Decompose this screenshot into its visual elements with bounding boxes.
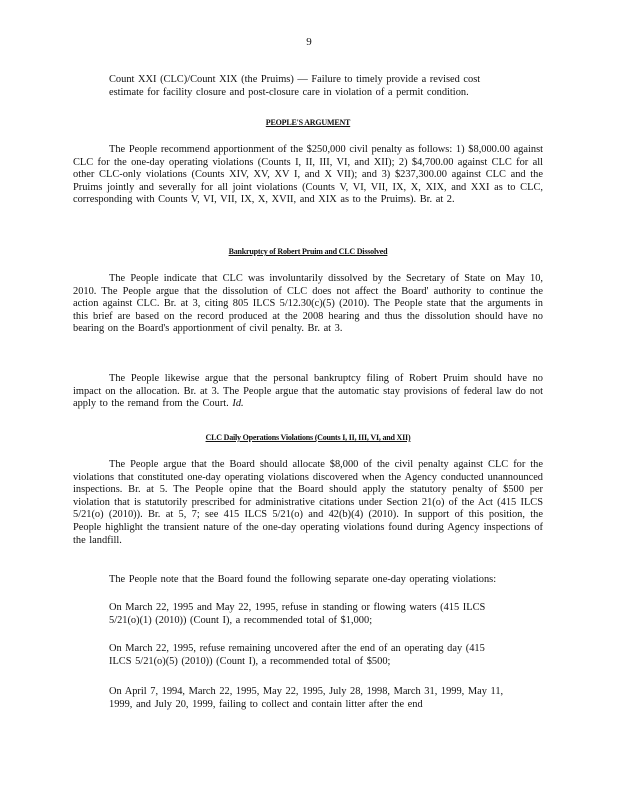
paragraph-board-found: The People note that the Board found the following separate one-day operating violations: (109, 574, 497, 585)
paragraph-one-day-violations: The People argue that the Board should allocate $8,000 of the civil penalty against CLC for the violations that constituted one-day operating violations discovered when the Agency conducted unannounced inspections. Br. at 5. The People opine that the Board should apply the statutory penalty of $500 per violation that is statutorily prescribed for administrative citations under Section 21(o) of the Act (415 ILCS 5/21(o) (2010)). Br. at 5, 7; see 415 ILCS 5/21(o) and 42(b)(4) (2010). In support of this position, the People highlight the transient nature of the one-day operating violations found during Agency inspections of the landfill. (73, 459, 543, 546)
page-number: 9 (306, 36, 312, 48)
heading-daily-operations: CLC Daily Operations Violations (Counts I, II, III, VI, and XII) (205, 433, 411, 442)
paragraph-apportionment: The People recommend apportionment of the $250,000 civil penalty as follows: 1) $8,000.00 against CLC for the one-day operating violations (Counts I, II, III, VI, and XII); 2) $4,700.00 against CLC for all other CLC-only violations (Counts XIV, XV, XV I, and X VII); and 3) $237,300.00 against CLC and the Pruims jointly and severally for all joint violations (Counts V, VI, VII, IX, X, XIX, and XXI as to CLC, corresponding with Counts V, VI, VII, IX, X, XVII, and XIX as to the Pruims). Br. at 2. (73, 144, 543, 206)
id-citation: Id. (232, 398, 244, 410)
heading-peoples-argument: PEOPLE'S ARGUMENT (265, 118, 351, 127)
violation-item-1: On March 22, 1995 and May 22, 1995, refuse in standing or flowing waters (415 ILCS 5/21(o)(1) (2010)) (Count I), a recommended total of $1,000; (109, 602, 486, 626)
paragraph-bankruptcy-impact: The People likewise argue that the personal bankruptcy filing of Robert Pruim should have no impact on the allocation. Br. at 3. The People argue that the automatic stay provisions of federal law do not apply to the remand from the Court. Id. (73, 373, 543, 410)
violation-item-2: On March 22, 1995, refuse remaining uncovered after the end of an operating day (415 ILCS 5/21(o)(5) (2010)) (Count I), a recommended total of $500; (109, 643, 485, 667)
violation-item-3: On April 7, 1994, March 22, 1995, May 22, 1995, July 28, 1998, March 31, 1999, May 11, 1999, and July 20, 1999, failing to collect and contain litter after the end (109, 686, 504, 710)
intro-line-2: estimate for facility closure and post-closure care in violation of a permit condition. (109, 86, 469, 98)
paragraph-dissolution: The People indicate that CLC was involuntarily dissolved by the Secretary of State on May 10, 2010. The People argue that the dissolution of CLC does not affect the Board' authority to continue the action against CLC. Br. at 3, citing 805 ILCS 5/12.30(c)(5) (2010). The People state that the arguments in this brief are based on the record produced at the 2008 hearing and thus the dissolution should have no bearing on the Board's apportionment of civil penalty. Br. at 3. (73, 273, 543, 335)
intro-line-1: Count XXI (CLC)/Count XIX (the Pruims) — Failure to timely provide a revised cost (109, 74, 481, 85)
intro-block (109, 74, 519, 99)
heading-bankruptcy: Bankruptcy of Robert Pruim and CLC Dissolved (228, 247, 388, 256)
